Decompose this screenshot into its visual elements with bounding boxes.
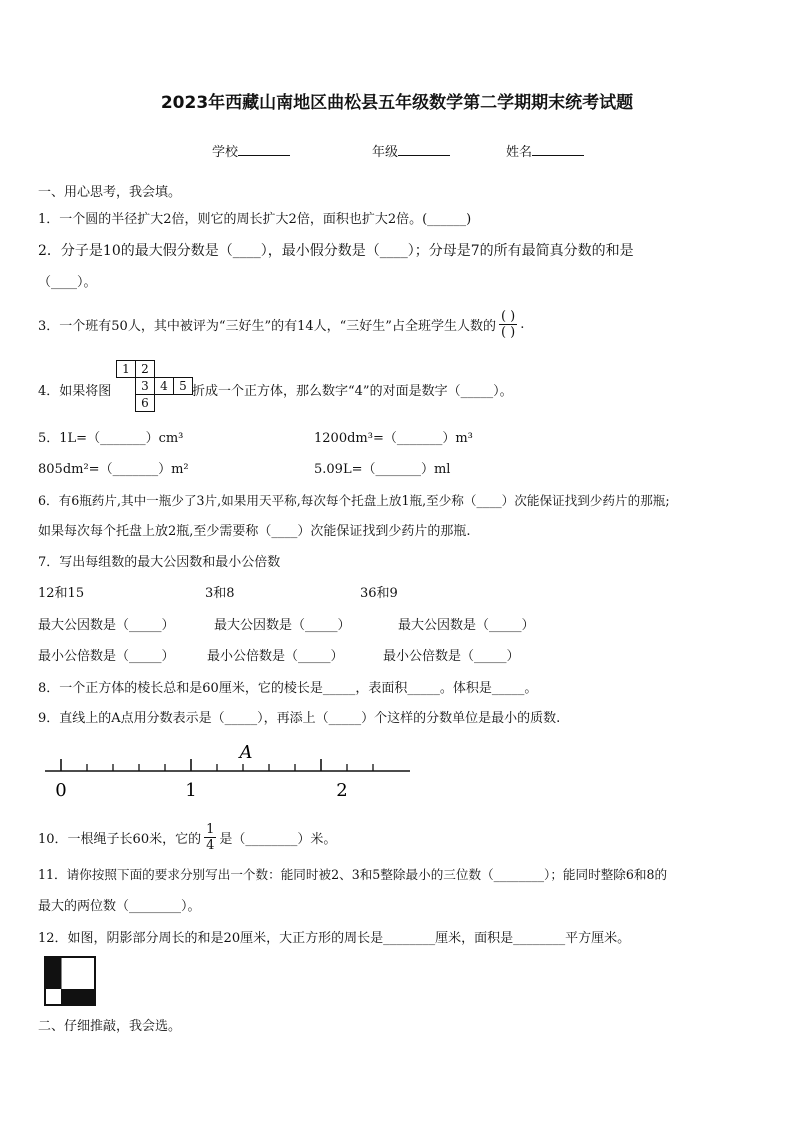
page-title: 2023年西藏山南地区曲松县五年级数学第二学期期末统考试题: [160, 93, 634, 113]
question-6-line-2: 如果每次每个托盘上放2瓶,至少需要称（____）次能保证找到少药片的那瓶.: [38, 524, 471, 539]
question-11-line-2: 最大的两位数（________）。: [38, 899, 201, 914]
shaded-rect-bottom: [61, 989, 95, 1005]
question-9: 9．直线上的A点用分数表示是（_____），再添上（_____）个这样的分数单位是最小的质数.: [38, 711, 561, 726]
net-cell: 5: [173, 377, 193, 395]
net-cell: 6: [135, 394, 155, 412]
net-cell: 4: [154, 377, 174, 395]
net-cell: 3: [135, 377, 155, 395]
q7-lcm-2: 最小公倍数是（_____）: [207, 649, 344, 664]
net-cell: 2: [135, 360, 155, 378]
number-line-label-1: 1: [185, 780, 197, 801]
question-10: [38, 819, 336, 855]
name-field[interactable]: [506, 141, 584, 160]
question-6-line-1: 6．有6瓶药片,其中一瓶少了3片,如果用天平称,每次每个托盘上放1瓶,至少称（____）次能保证找到少药片的那瓶;: [38, 493, 670, 508]
school-field[interactable]: [212, 141, 290, 160]
white-small-square: [46, 990, 60, 1004]
question-2-line-2: （____）。: [38, 275, 97, 290]
cube-net-figure: [116, 360, 192, 414]
name-blank[interactable]: [532, 143, 584, 156]
school-label: 学校: [212, 145, 239, 160]
question-4-prefix: 4．如果将图: [38, 384, 112, 399]
name-label: 姓名: [506, 145, 533, 160]
question-1: 1．一个圆的半径扩大2倍，则它的周长扩大2倍，面积也扩大2倍。(______): [38, 212, 472, 227]
shaded-square-figure: [44, 956, 96, 1006]
q7-gcd-2: 最大公因数是（_____）: [214, 618, 351, 633]
question-10-prefix: 10．一根绳子长60米，它的: [38, 831, 202, 847]
question-3-end: .: [520, 316, 525, 332]
section-1-heading: 一、用心思考，我会填。: [38, 185, 182, 200]
grade-field[interactable]: [372, 141, 450, 160]
q7-gcd-1: 最大公因数是（_____）: [38, 618, 175, 633]
q7-group-1: 12和15: [38, 586, 85, 601]
question-5-b: 1200dm³=（_______）m³: [314, 431, 473, 446]
question-10-fraction: [204, 822, 216, 853]
question-3-text: 3．一个班有50人，其中被评为“三好生”的有14人，“三好生”占全班学生人数的: [38, 318, 496, 334]
fraction-denominator: 4: [206, 837, 215, 853]
fraction-denominator: ( ): [500, 324, 516, 340]
section-2-heading: 二、仔细推敲，我会选。: [38, 1019, 182, 1034]
question-12: 12．如图，阴影部分周长的和是20厘米，大正方形的周长是________厘米，面积是________平方厘米。: [38, 931, 631, 946]
number-line-point-a: A: [239, 742, 253, 763]
number-line-figure: [40, 738, 412, 804]
question-8: 8．一个正方体的棱长总和是60厘米，它的棱长是_____，表面积_____。体积是_____。: [38, 681, 538, 696]
question-3-fraction: [499, 309, 517, 340]
question-2-line-1: 2．分子是10的最大假分数是（____），最小假分数是（____）；分母是7的所有最简真分数的和是: [38, 243, 634, 259]
question-10-suffix: 是（________）米。: [219, 831, 337, 847]
number-line-label-2: 2: [336, 780, 348, 801]
q7-lcm-1: 最小公倍数是（_____）: [38, 649, 175, 664]
number-line-label-0: 0: [55, 780, 67, 801]
q7-group-3: 36和9: [360, 586, 398, 601]
q7-gcd-3: 最大公因数是（_____）: [398, 618, 535, 633]
question-4-suffix: 折成一个正方体，那么数字“4”的对面是数字（_____）。: [192, 384, 513, 399]
shaded-rect-left: [45, 957, 61, 989]
fraction-numerator: ( ): [500, 308, 516, 324]
question-5-d: 5.09L=（_______）ml: [314, 462, 451, 477]
question-3: [38, 304, 524, 344]
question-7-title: 7．写出每组数的最大公因数和最小公倍数: [38, 555, 281, 570]
q7-group-2: 3和8: [205, 586, 235, 601]
question-11-line-1: 11．请你按照下面的要求分别写出一个数：能同时被2、3和5整除最小的三位数（________）；能同时整除6和8的: [38, 867, 668, 882]
question-5-a: 5．1L=（_______）cm³: [38, 431, 184, 446]
grade-blank[interactable]: [398, 143, 450, 156]
net-cell: 1: [116, 360, 136, 378]
school-blank[interactable]: [238, 143, 290, 156]
q7-lcm-3: 最小公倍数是（_____）: [383, 649, 520, 664]
fraction-numerator: 1: [206, 821, 215, 837]
grade-label: 年级: [372, 145, 399, 160]
number-line-ticks: [61, 759, 373, 771]
question-5-c: 805dm²=（_______）m²: [38, 462, 189, 477]
